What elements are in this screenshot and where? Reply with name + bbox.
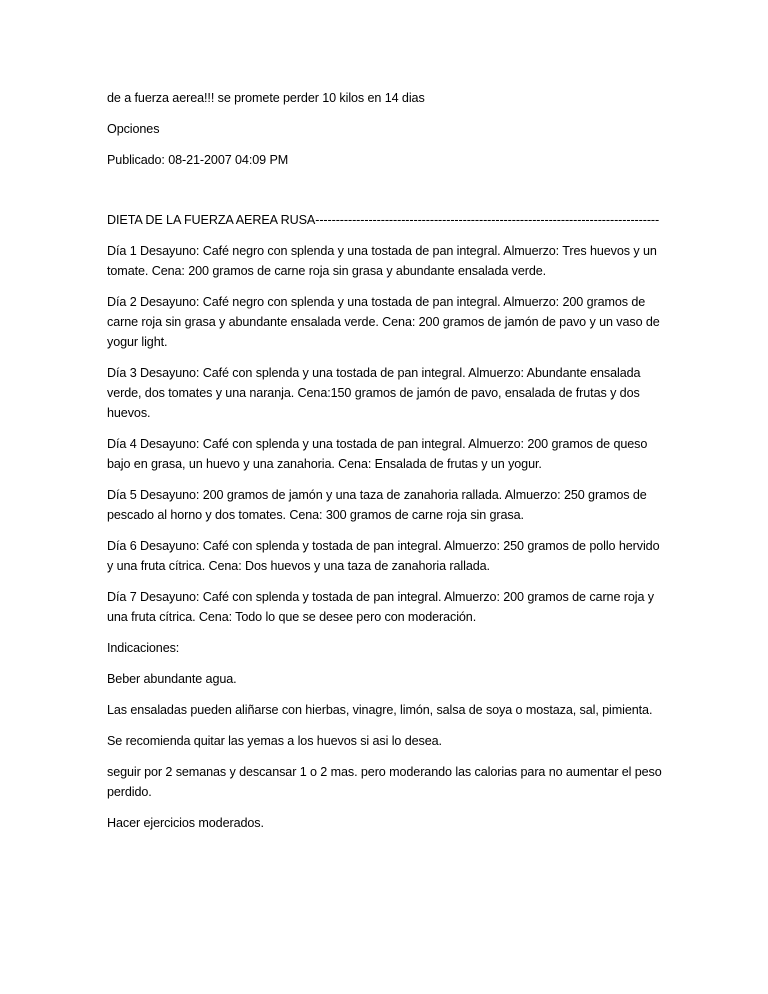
indications-label: Indicaciones: [107, 641, 180, 655]
intro-line: de a fuerza aerea!!! se promete perder 10 kilos en 14 dias [107, 91, 425, 105]
options-label: Opciones [107, 122, 160, 136]
indication-duration: seguir por 2 semanas y descansar 1 o 2 mas. pero moderando las calorias para no aumentar el peso perdido. [107, 765, 662, 799]
day-1-paragraph: Día 1 Desayuno: Café negro con splenda y una tostada de pan integral. Almuerzo: Tres huevos y un tomate. Cena: 200 gramos de carne roja sin grasa y abundante ensalada verde. [107, 244, 657, 278]
published-date: Publicado: 08-21-2007 04:09 PM [107, 153, 289, 167]
indication-yolks: Se recomienda quitar las yemas a los huevos si asi lo desea. [107, 734, 442, 748]
day-3-paragraph: Día 3 Desayuno: Café con splenda y una tostada de pan integral. Almuerzo: Abundante ensalada verde, dos tomates y una naranja. Cena:150 gramos de jamón de pavo, ensalada de frutas y dos huevos. [107, 366, 641, 420]
indication-exercise: Hacer ejercicios moderados. [107, 816, 264, 830]
indication-water: Beber abundante agua. [107, 672, 237, 686]
day-6-paragraph: Día 6 Desayuno: Café con splenda y tostada de pan integral. Almuerzo: 250 gramos de pollo hervido y una fruta cítrica. Cena: Dos huevos y una taza de zanahoria rallada. [107, 539, 660, 573]
indication-salads: Las ensaladas pueden aliñarse con hierbas, vinagre, limón, salsa de soya o mostaza, sal, pimienta. [107, 703, 653, 717]
day-7-paragraph: Día 7 Desayuno: Café con splenda y tostada de pan integral. Almuerzo: 200 gramos de carne roja y una fruta cítrica. Cena: Todo lo que se desee pero con moderación. [107, 590, 654, 624]
day-2-paragraph: Día 2 Desayuno: Café negro con splenda y una tostada de pan integral. Almuerzo: 200 gramos de carne roja sin grasa y abundante ensalada verde. Cena: 200 gramos de jamón de pavo y un vaso de yogur light. [107, 295, 660, 349]
day-5-paragraph: Día 5 Desayuno: 200 gramos de jamón y una taza de zanahoria rallada. Almuerzo: 250 gramos de pescado al horno y dos tomates. Cena: 300 gramos de carne roja sin grasa. [107, 488, 647, 522]
diet-title: DIETA DE LA FUERZA AEREA RUSA------------------------------------------------------------------------------------ [107, 213, 660, 227]
document-page [107, 88, 663, 844]
day-4-paragraph: Día 4 Desayuno: Café con splenda y una tostada de pan integral. Almuerzo: 200 gramos de queso bajo en grasa, un huevo y una zanahoria. Cena: Ensalada de frutas y un yogur. [107, 437, 648, 471]
